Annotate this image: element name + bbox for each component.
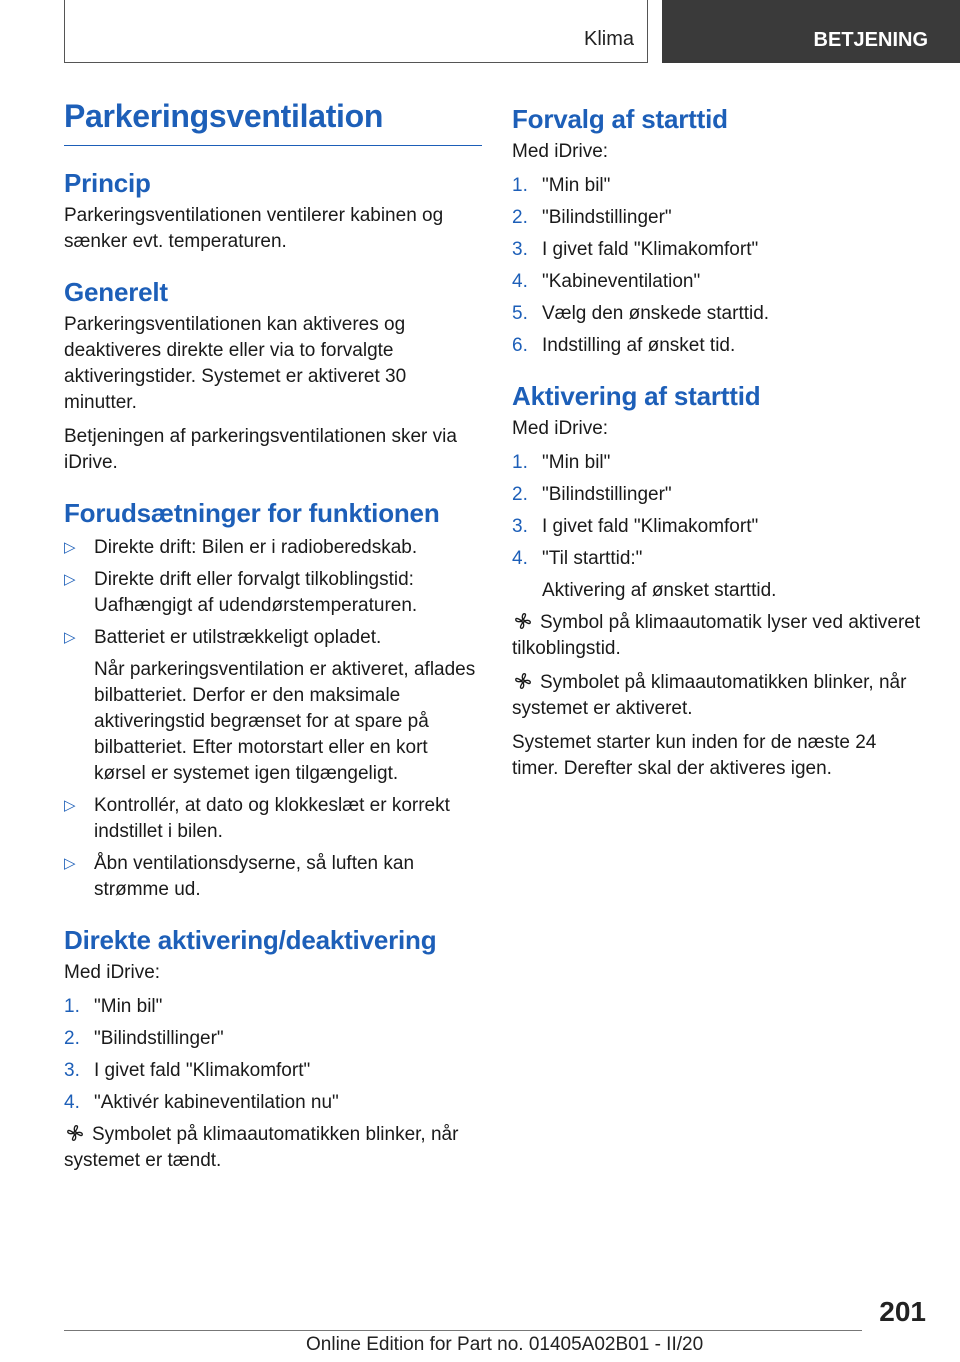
heading-generelt: Generelt	[64, 277, 168, 307]
heading-forudsaetninger: Forudsætninger for funktionen	[64, 498, 440, 528]
list-item: 4. "Til starttid:" Aktivering af ønsket starttid.	[512, 546, 924, 604]
header-section-title: Klima	[583, 28, 634, 50]
heading-aktivering: Aktivering af starttid	[512, 381, 761, 411]
heading-direkte: Direkte aktivering/deaktivering	[64, 925, 437, 955]
aktivering-steps	[512, 450, 924, 604]
section-princip	[64, 168, 482, 255]
direkte-note: Symbolet på klimaautomatikken blinker, når systemet er tændt.	[64, 1124, 459, 1171]
list-item: ▷ Direkte drift: Bilen er i radioberedskab.	[64, 535, 482, 561]
aktivering-note-1: Symbol på klimaautomatik lyser ved aktiveret tilkoblingstid.	[512, 612, 921, 659]
fan-icon	[512, 671, 534, 691]
princip-text: Parkeringsventilationen ventilerer kabinen og sænker evt. temperaturen.	[64, 205, 444, 252]
list-item: 1. "Min bil"	[64, 996, 163, 1017]
direkte-intro: Med iDrive:	[64, 962, 161, 983]
requirements-list	[64, 535, 482, 903]
section-aktivering	[512, 381, 924, 782]
list-item: 3. I givet fald "Klimakomfort"	[512, 516, 759, 537]
triangle-bullet-icon: ▷	[64, 539, 76, 556]
fan-icon	[512, 611, 534, 631]
page-number: 201	[879, 1296, 926, 1327]
header-chapter-label: BETJENING	[813, 29, 928, 51]
section-direkte	[64, 925, 482, 1174]
header-chapter-tab	[662, 0, 960, 63]
list-item: 4. "Aktivér kabineventilation nu"	[64, 1092, 339, 1113]
section-generelt	[64, 277, 482, 476]
forvalg-intro: Med iDrive:	[512, 141, 609, 162]
section-forudsaetninger	[64, 498, 482, 903]
generelt-text-2: Betjeningen af parkeringsventilationen sker via iDrive.	[64, 426, 457, 473]
list-item: ▷ Åbn ventilationsdyserne, så luften kan strømme ud.	[64, 853, 415, 900]
list-item: 5. Vælg den ønskede starttid.	[512, 303, 770, 324]
aktivering-note-3: Systemet starter kun inden for de næste 24 timer. Derefter skal der aktiveres igen.	[512, 732, 877, 779]
list-item: 3. I givet fald "Klimakomfort"	[512, 239, 759, 260]
heading-princip: Princip	[64, 168, 151, 198]
section-forvalg	[512, 104, 924, 359]
header-frame	[64, 0, 648, 63]
triangle-bullet-icon: ▷	[64, 571, 76, 588]
list-item: 2. "Bilindstillinger"	[512, 484, 672, 505]
footer-edition: Online Edition for Part no. 01405A02B01 - II/20	[306, 1334, 704, 1355]
list-item: 6. Indstilling af ønsket tid.	[512, 335, 736, 356]
aktivering-intro: Med iDrive:	[512, 418, 609, 439]
list-item: ▷ Direkte drift eller forvalgt tilkoblingstid: Uafhængigt af udendørstemperaturen.	[64, 569, 418, 616]
list-item: 1. "Min bil"	[512, 452, 611, 473]
page-title: Parkeringsventilation	[64, 98, 482, 146]
triangle-bullet-icon: ▷	[64, 797, 76, 814]
heading-forvalg: Forvalg af starttid	[512, 104, 728, 134]
right-column	[512, 98, 924, 790]
triangle-bullet-icon: ▷	[64, 629, 76, 646]
aktivering-note-2: Symbolet på klimaautomatikken blinker, når systemet er aktiveret.	[512, 672, 907, 719]
list-item: 2. "Bilindstillinger"	[512, 207, 672, 228]
left-column	[64, 98, 482, 1182]
list-item: ▷ Kontrollér, at dato og klokkeslæt er korrekt indstillet i bilen.	[64, 795, 450, 842]
list-item: 4. "Kabineventilation"	[512, 271, 701, 292]
list-item: 1. "Min bil"	[512, 175, 611, 196]
step4-subtext: Aktivering af ønsket starttid.	[542, 580, 777, 601]
generelt-text-1: Parkeringsventilationen kan aktiveres og deaktiveres direkte eller via to forvalgte aktiveringstider. Systemet er aktiveret 30 minutter.	[64, 314, 407, 413]
triangle-bullet-icon: ▷	[64, 855, 76, 872]
battery-note: Når parkeringsventilation er aktiveret, aflades bilbatteriet. Derfor er den maksimale aktiveringstid begrænset for at spare på bilbatteriet. Efter motorstart eller en kort kørsel er systemet igen tilgængeligt.	[94, 659, 476, 784]
forvalg-steps	[512, 173, 924, 359]
list-item: ▷ Batteriet er utilstrækkeligt opladet. Når parkeringsventilation er aktiveret, aflades bilbatteriet. Derfor er den maksimale aktiveringstid begrænset for at spare på bilbatteriet. Efter motorstart eller en kort kørsel er systemet igen tilgængeligt.	[64, 625, 482, 787]
list-item: 3. I givet fald "Klimakomfort"	[64, 1060, 311, 1081]
fan-icon	[64, 1123, 86, 1143]
direkte-steps	[64, 994, 482, 1116]
footer-divider	[64, 1330, 862, 1331]
list-item: 2. "Bilindstillinger"	[64, 1028, 224, 1049]
